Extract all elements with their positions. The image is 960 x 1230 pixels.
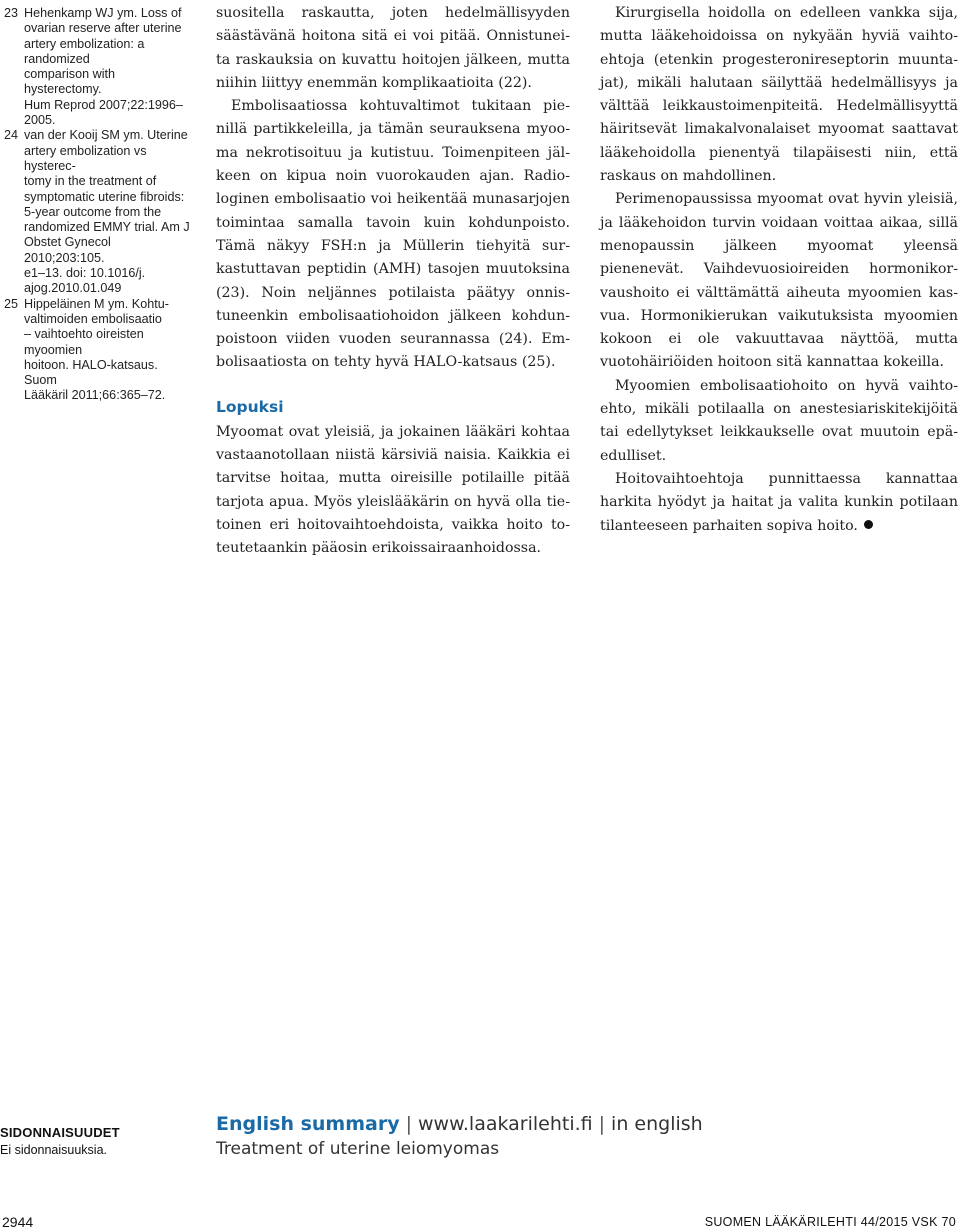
conflicts-title: SIDONNAISUUDET <box>0 1125 120 1140</box>
page-number: 2944 <box>2 1214 34 1230</box>
reference-line: – vaihtoehto oireisten myoomien <box>24 327 144 357</box>
reference-line: hoitoon. HALO-katsaus. Suom <box>24 357 158 388</box>
reference-line: randomized EMMY trial. Am J <box>24 220 190 235</box>
conflicts-of-interest <box>0 1125 120 1157</box>
separator: | <box>405 1113 412 1135</box>
article-column-middle <box>216 2 570 561</box>
reference-line: tomy in the treatment of <box>24 174 157 189</box>
reference-line: ovarian reserve after uterine <box>24 21 182 36</box>
english-summary-header <box>216 1111 703 1137</box>
reference-line: artery embolization: a randomized <box>24 36 145 66</box>
reference-line: e1–13. doi: 10.1016/j. <box>24 266 146 281</box>
reference-line: Hum Reprod 2007;22:1996–2005. <box>24 97 183 128</box>
body-paragraph: Myoomien embolisaatiohoito on hyvä vaihtoehto, mikäli potilaalla on anestesiariskitekijöitä tai edellytykset leikkaukselle ovat muutoin epäedulliset. <box>600 377 958 464</box>
reference-line: 5-year outcome from the <box>24 204 162 219</box>
section-heading: Lopuksi <box>216 397 284 416</box>
reference-line: Lääkäril 2011;66:365–72. <box>24 388 166 403</box>
page-footer <box>0 1214 960 1230</box>
reference-number: 24 <box>4 128 19 143</box>
body-paragraph: Myoomat ovat yleisiä, ja jokainen lääkäri kohtaa vastaanotollaan niistä kärsiviä naisia. Kaikkia ei tarvitse hoitaa, mutta oireisille potilaille pitää tarjota apua. Myös yleislääkärin on hyvä olla tietoinen eri hoitovaihtoehdoista, vaikka hoito toteutetaankin pääosin erikoissairaanhoidossa. <box>216 423 570 557</box>
reference-list <box>4 6 192 404</box>
closing-text: Hoitovaihtoehtoja punnittaessa kannattaa harkita hyödyt ja haitat ja valita kunkin potilaan tilanteeseen parhaiten sopiva hoito. <box>600 470 958 534</box>
english-summary <box>216 1111 703 1161</box>
reference-line: Obstet Gynecol 2010;203:105. <box>24 235 111 265</box>
reference-line: comparison with hysterectomy. <box>24 67 115 97</box>
english-summary-title: Treatment of uterine leiomyomas <box>216 1139 500 1159</box>
reference-item <box>4 297 192 404</box>
end-of-article-dot-icon <box>864 520 873 529</box>
separator: | <box>598 1113 606 1135</box>
english-summary-section: in english <box>611 1113 703 1135</box>
reference-line: valtimoiden embolisaatio <box>24 311 162 326</box>
reference-line: Hehenkamp WJ ym. Loss of <box>24 6 182 20</box>
reference-item <box>4 6 192 128</box>
english-summary-label: English summary <box>216 1113 400 1135</box>
body-paragraph: Perimenopaussissa myoomat ovat hyvin yleisiä, ja lääkehoidon turvin voidaan voittaa aikaa, sillä menopaussin jälkeen myoomat yleensä pienenevät. Vaihdevuosioireiden hormonikorvaushoito ei välttämättä aiheuta myoomien kasvua. Hormonikierukan vaikutuksista myoomien kokoon ei ole vakuuttavaa näyttöä, mutta vuotohäiriöiden hoitoon sitä kannattaa kokeilla. <box>600 191 958 371</box>
reference-item <box>4 128 192 296</box>
reference-line: van der Kooij SM ym. Uterine <box>24 128 188 143</box>
reference-line: ajog.2010.01.049 <box>24 281 122 296</box>
article-column-right <box>600 2 958 538</box>
body-paragraph: Embolisaatiossa kohtuvaltimot tukitaan pienillä partikkeleilla, ja tämän seurauksena myooma nekrotisoituu ja kutistuu. Toimenpiteen jälkeen on kipua noin vuorokauden ajan. Radiologinen embolisaatio voi heikentää munasarjojen toimintaa samalla tavoin kuin kohdunpoisto. Tämä näkyy FSH:n ja Müllerin tiehyitä surkastuttavan peptidin (AMH) tasojen muutoksina (23). Noin neljännes potilaista päätyy onnistuneenkin embolisaatiohoidon jälkeen kohdunpoistoon viiden vuoden seurannassa (24). Embolisaatiosta on tehty hyvä HALO-katsaus (25). <box>216 98 570 371</box>
reference-line: symptomatic uterine fibroids: <box>24 189 185 204</box>
publication-info: SUOMEN LÄÄKÄRILEHTI 44/2015 VSK 70 <box>704 1215 956 1229</box>
reference-line: artery embolization vs hysterec- <box>24 143 147 173</box>
body-paragraph: Kirurgisella hoidolla on edelleen vankka sija, mutta lääkehoidoissa on nykyään hyviä vaihtoehtoja (etenkin progesteronireseptorin muuntajat), mikäli halutaan säilyttää hedelmällisyys ja välttää leikkaustoimenpiteitä. Hedelmällisyyttä häiritsevät limakalvonalaiset myoomat saattavat lääkehoidolla pienentyä tilapäisesti niin, että raskaus on mahdollinen. <box>600 5 958 185</box>
conflicts-text: Ei sidonnaisuuksia. <box>0 1143 108 1157</box>
reference-line: Hippeläinen M ym. Kohtu- <box>24 296 169 311</box>
english-summary-url[interactable]: www.laakarilehti.fi <box>418 1113 593 1135</box>
reference-number: 25 <box>4 296 19 311</box>
reference-number: 23 <box>4 6 19 20</box>
closing-paragraph <box>600 468 958 538</box>
body-paragraph: suositella raskautta, joten hedelmällisyyden säästävänä hoitona sitä ei voi pitää. Onnistuneita raskauksia on kuvattu hoitojen jälkeen, mutta niihin liittyy enemmän komplikaatioita (22). <box>216 5 570 91</box>
